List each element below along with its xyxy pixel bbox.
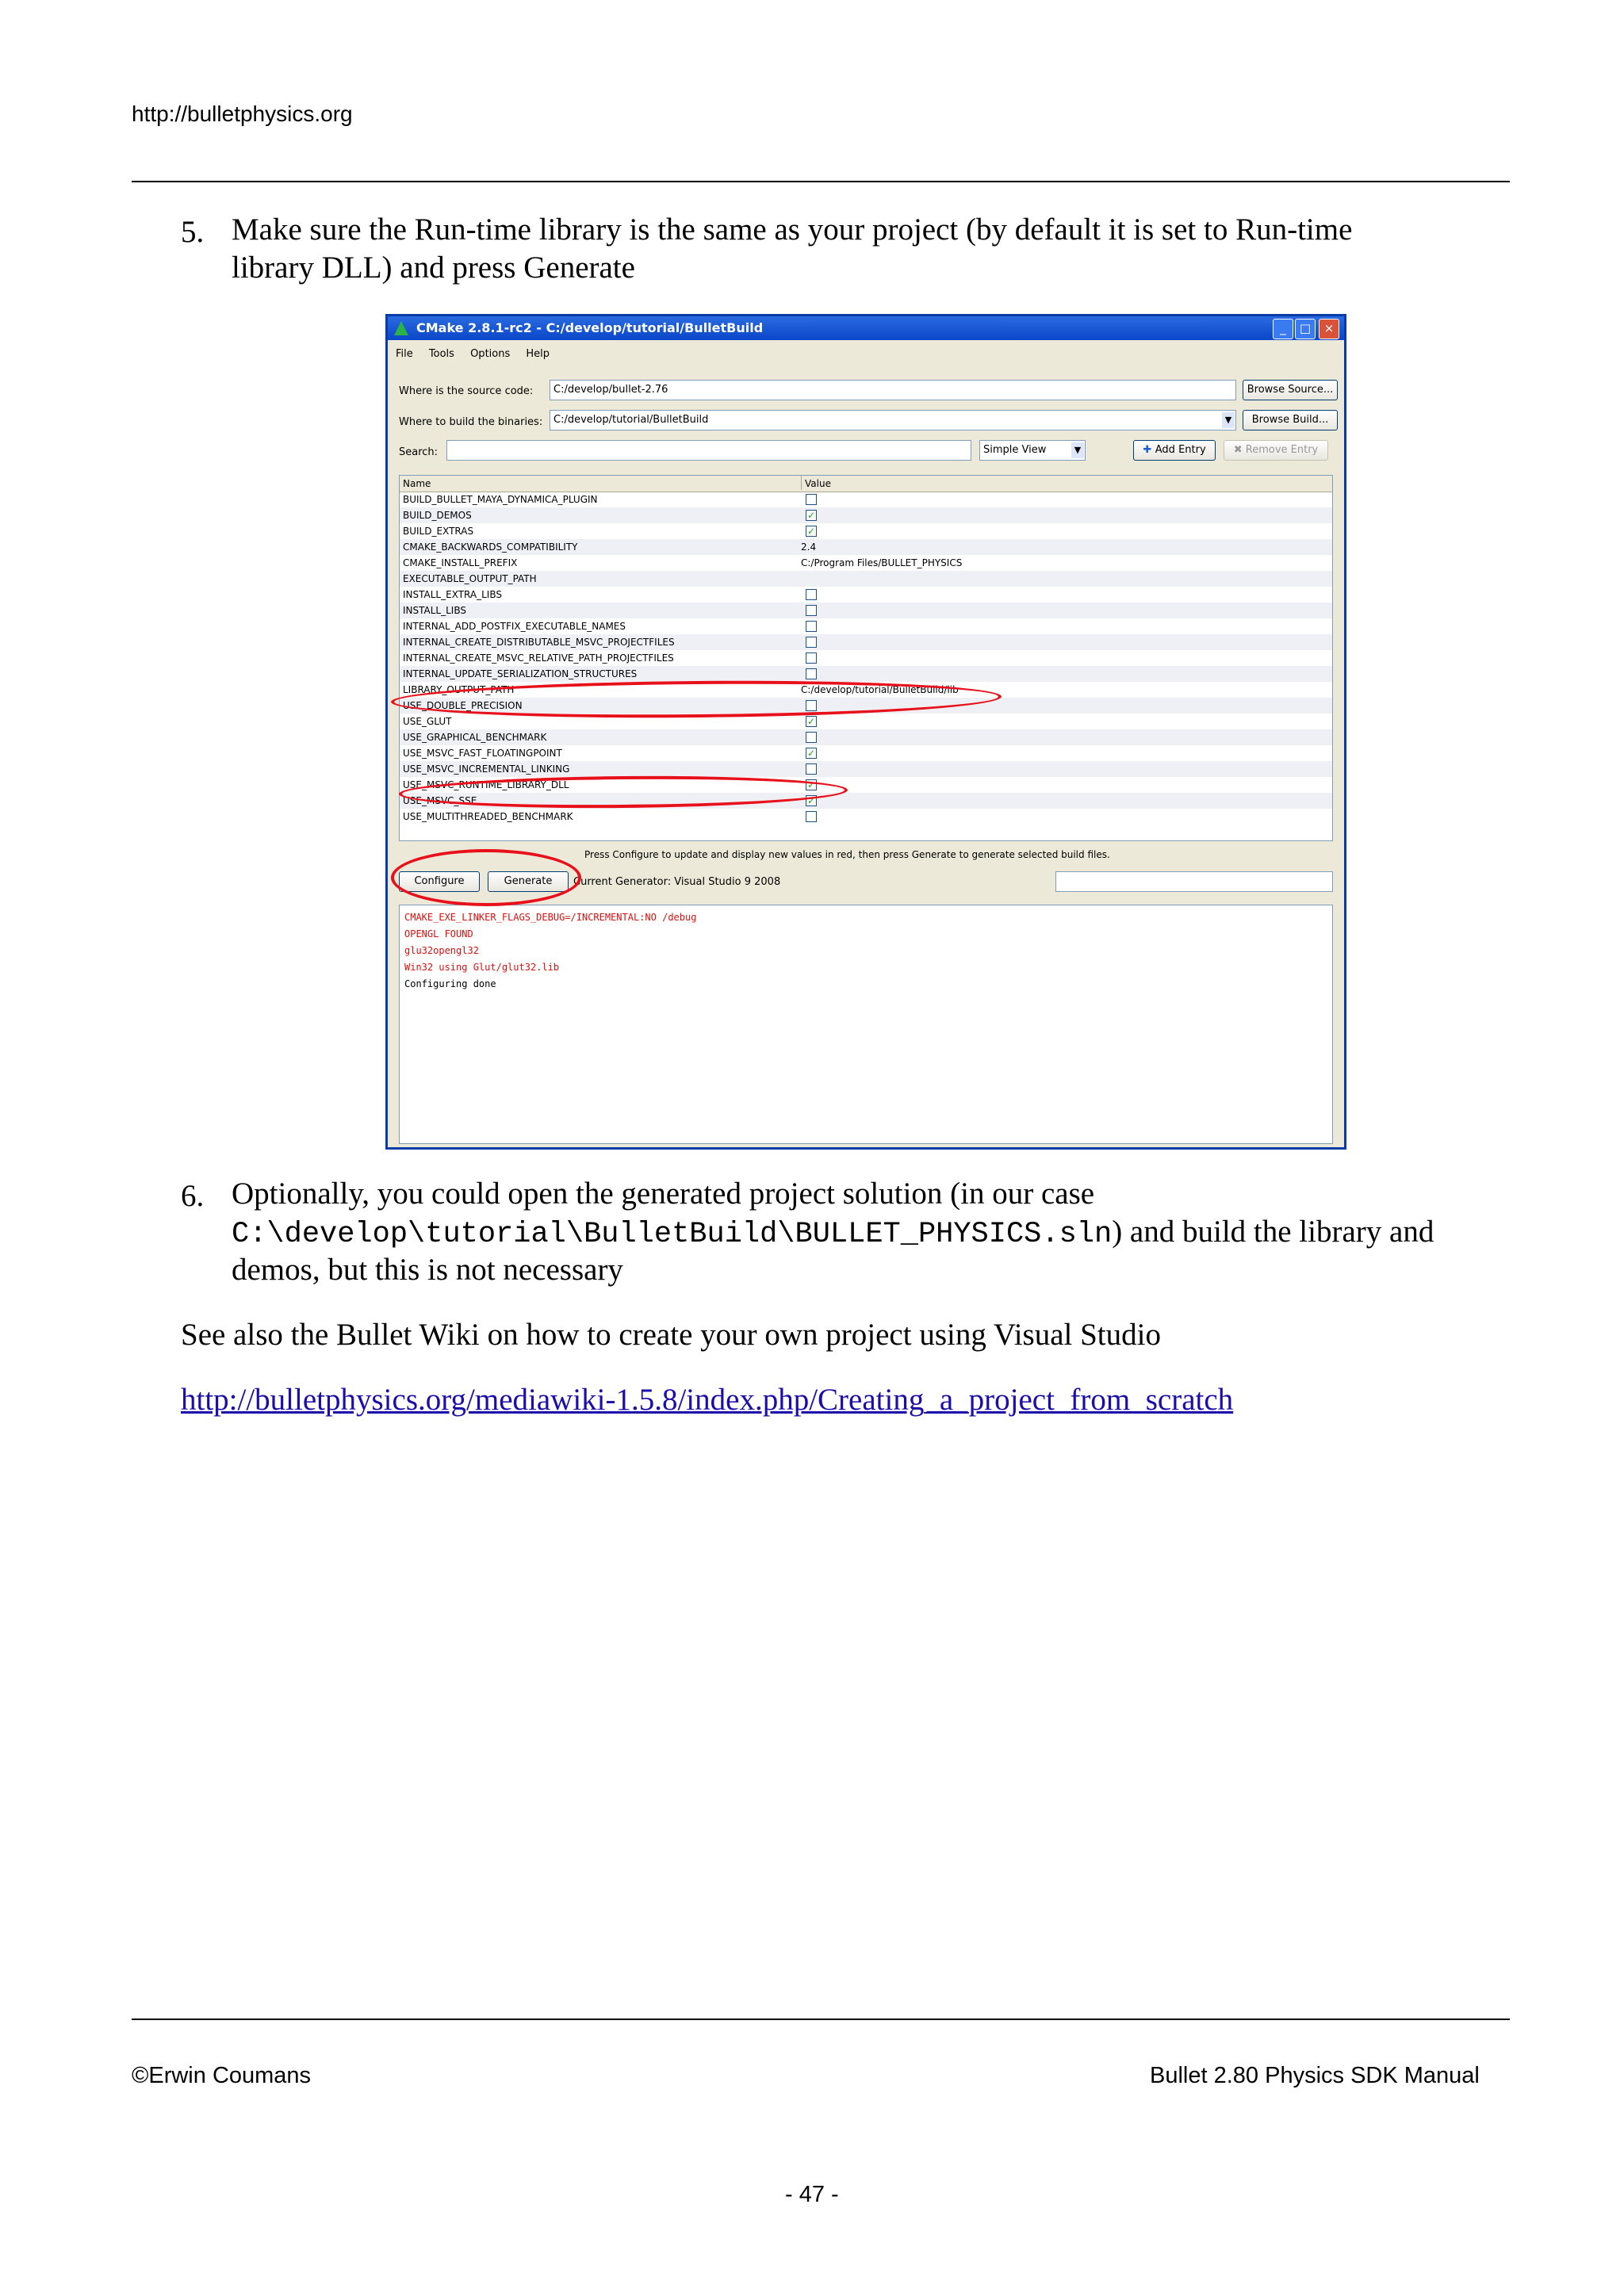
table-row[interactable] xyxy=(400,634,1332,650)
table-row[interactable] xyxy=(400,507,1332,523)
header-rule xyxy=(132,181,1510,182)
unchecked-checkbox[interactable] xyxy=(806,811,817,822)
table-row[interactable] xyxy=(400,571,1332,587)
unchecked-checkbox[interactable] xyxy=(806,668,817,679)
remove-icon: ✖ xyxy=(1233,444,1246,456)
entry-name: INTERNAL_CREATE_DISTRIBUTABLE_MSVC_PROJECTFILES xyxy=(403,637,675,648)
menu-bar xyxy=(396,348,562,360)
table-row[interactable] xyxy=(400,555,1332,571)
unchecked-checkbox[interactable] xyxy=(806,621,817,632)
wiki-link[interactable]: http://bulletphysics.org/mediawiki-1.5.8/index.php/Creating_a_project_from_scratch xyxy=(181,1383,1234,1417)
title-bar xyxy=(388,316,1344,340)
unchecked-checkbox[interactable] xyxy=(806,605,817,616)
search-label: Search: xyxy=(399,446,439,458)
entry-name: CMAKE_INSTALL_PREFIX xyxy=(403,557,518,568)
entry-name: BUILD_DEMOS xyxy=(403,510,472,521)
table-row[interactable] xyxy=(400,666,1332,682)
step-6-line-3: demos, but this is not necessary xyxy=(232,1253,623,1287)
log-line: Win32 using Glut/glut32.lib xyxy=(404,962,560,973)
entry-name: USE_MULTITHREADED_BENCHMARK xyxy=(403,811,573,822)
step-6-line-2-rest: ) and build the library and xyxy=(1112,1215,1434,1249)
entry-name: USE_GLUT xyxy=(403,716,452,727)
table-row[interactable] xyxy=(400,492,1332,507)
step-5-line-1: Make sure the Run-time library is the same as your project (by default it is set to Run-time xyxy=(232,212,1353,247)
entry-name: INTERNAL_UPDATE_SERIALIZATION_STRUCTURES xyxy=(403,668,638,679)
entry-name: USE_DOUBLE_PRECISION xyxy=(403,700,523,711)
header-url: http://bulletphysics.org xyxy=(132,101,353,126)
view-select[interactable]: Simple View xyxy=(979,440,1086,461)
maximize-button[interactable]: □ xyxy=(1295,319,1316,339)
source-label: Where is the source code: xyxy=(399,385,534,397)
menu-file[interactable]: File xyxy=(396,348,413,360)
entry-name: INSTALL_EXTRA_LIBS xyxy=(403,589,502,600)
column-name[interactable]: Name xyxy=(403,478,431,489)
remove-entry-button[interactable] xyxy=(1224,440,1328,461)
cmake-window xyxy=(385,314,1346,1150)
menu-tools[interactable]: Tools xyxy=(428,348,454,360)
log-line: OPENGL FOUND xyxy=(404,928,473,939)
entry-value[interactable]: 2.4 xyxy=(801,541,817,553)
entry-name: USE_MSVC_INCREMENTAL_LINKING xyxy=(403,763,570,775)
chevron-down-icon[interactable]: ▼ xyxy=(1222,412,1235,428)
table-row[interactable] xyxy=(400,761,1332,777)
page-number: - 47 - xyxy=(785,2182,839,2207)
entry-name: USE_GRAPHICAL_BENCHMARK xyxy=(403,732,547,743)
log-line: CMAKE_EXE_LINKER_FLAGS_DEBUG=/INCREMENTAL:NO /debug xyxy=(404,912,697,923)
search-input[interactable] xyxy=(446,440,971,461)
browse-build-button[interactable]: Browse Build... xyxy=(1243,410,1338,430)
table-row[interactable] xyxy=(400,539,1332,555)
checked-checkbox[interactable]: ✓ xyxy=(806,526,816,537)
column-value[interactable]: Value xyxy=(801,476,831,490)
log-line: Configuring done xyxy=(404,978,496,989)
entry-name: INSTALL_LIBS xyxy=(403,605,466,616)
entry-name: USE_MSVC_SSE xyxy=(403,795,477,806)
menu-help[interactable]: Help xyxy=(526,348,550,360)
browse-source-button[interactable]: Browse Source... xyxy=(1243,380,1338,400)
remove-entry-label: Remove Entry xyxy=(1245,444,1319,456)
see-also-text: See also the Bullet Wiki on how to create your own project using Visual Studio xyxy=(181,1318,1161,1352)
table-row[interactable] xyxy=(400,729,1332,745)
build-input[interactable]: C:/develop/tutorial/BulletBuild xyxy=(550,410,1236,430)
log-line: glu32opengl32 xyxy=(404,945,479,956)
build-label: Where to build the binaries: xyxy=(399,416,543,428)
checked-checkbox[interactable]: ✓ xyxy=(806,779,816,790)
entry-name: USE_MSVC_FAST_FLOATINGPOINT xyxy=(403,748,562,759)
highlight-configure-generate xyxy=(391,849,581,906)
unchecked-checkbox[interactable] xyxy=(806,763,817,775)
unchecked-checkbox[interactable] xyxy=(806,589,817,600)
step-6-line-2 xyxy=(232,1213,1434,1253)
table-row[interactable] xyxy=(400,745,1332,761)
table-row[interactable] xyxy=(400,809,1332,825)
add-entry-label: Add Entry xyxy=(1155,444,1206,456)
output-log[interactable] xyxy=(399,905,1333,1144)
footer-author: ©Erwin Coumans xyxy=(132,2063,312,2088)
add-entry-button[interactable] xyxy=(1133,440,1216,461)
close-button[interactable]: × xyxy=(1319,319,1339,339)
entry-name: LIBRARY_OUTPUT_PATH xyxy=(403,684,515,695)
step-6-line-1: Optionally, you could open the generated project solution (in our case xyxy=(232,1177,1095,1211)
entry-name: BUILD_BULLET_MAYA_DYNAMICA_PLUGIN xyxy=(403,494,598,505)
entry-name: USE_MSVC_RUNTIME_LIBRARY_DLL xyxy=(403,779,569,790)
table-row[interactable] xyxy=(400,523,1332,539)
minimize-button[interactable]: _ xyxy=(1273,319,1293,339)
configure-button[interactable]: Configure xyxy=(399,871,480,892)
solution-path: C:\develop\tutorial\BulletBuild\BULLET_PHYSICS.sln xyxy=(232,1218,1113,1251)
window-title: CMake 2.8.1-rc2 - C:/develop/tutorial/BulletBuild xyxy=(416,320,764,335)
table-row[interactable] xyxy=(400,618,1332,634)
unchecked-checkbox[interactable] xyxy=(806,494,817,505)
entry-name: INTERNAL_CREATE_MSVC_RELATIVE_PATH_PROJECTFILES xyxy=(403,652,674,664)
unchecked-checkbox[interactable] xyxy=(806,652,817,664)
entry-name: BUILD_EXTRAS xyxy=(403,526,474,537)
entry-value[interactable]: C:/develop/tutorial/BulletBuild/lib xyxy=(801,684,959,695)
table-row[interactable] xyxy=(400,603,1332,618)
checked-checkbox[interactable]: ✓ xyxy=(806,748,816,759)
entry-value[interactable]: C:/Program Files/BULLET_PHYSICS xyxy=(801,557,963,568)
checked-checkbox[interactable]: ✓ xyxy=(806,795,816,806)
step-5-number: 5. xyxy=(181,215,205,249)
view-chevron-down-icon[interactable]: ▼ xyxy=(1071,442,1084,458)
checked-checkbox[interactable]: ✓ xyxy=(806,716,816,727)
progress-field xyxy=(1055,871,1333,892)
entry-name: INTERNAL_ADD_POSTFIX_EXECUTABLE_NAMES xyxy=(403,621,626,632)
current-generator: Current Generator: Visual Studio 9 2008 xyxy=(573,876,781,888)
generate-button[interactable]: Generate xyxy=(488,871,569,892)
unchecked-checkbox[interactable] xyxy=(806,637,817,648)
footer-rule xyxy=(132,2019,1510,2020)
configure-hint: Press Configure to update and display new values in red, then press Generate to generate selected build files. xyxy=(584,849,1110,860)
unchecked-checkbox[interactable] xyxy=(806,732,817,743)
checked-checkbox[interactable]: ✓ xyxy=(806,510,816,521)
plus-icon: ✚ xyxy=(1143,444,1155,456)
source-input[interactable]: C:/develop/bullet-2.76 xyxy=(550,380,1236,400)
cmake-logo-icon xyxy=(394,321,408,335)
table-row[interactable] xyxy=(400,650,1332,666)
menu-options[interactable]: Options xyxy=(470,348,511,360)
table-header xyxy=(400,476,1332,492)
table-row[interactable] xyxy=(400,587,1332,603)
step-6-number: 6. xyxy=(181,1179,205,1213)
footer-title: Bullet 2.80 Physics SDK Manual xyxy=(1150,2063,1480,2088)
step-5-line-2: library DLL) and press Generate xyxy=(232,251,635,285)
entry-name: EXECUTABLE_OUTPUT_PATH xyxy=(403,573,537,584)
entry-name: CMAKE_BACKWARDS_COMPATIBILITY xyxy=(403,541,578,553)
